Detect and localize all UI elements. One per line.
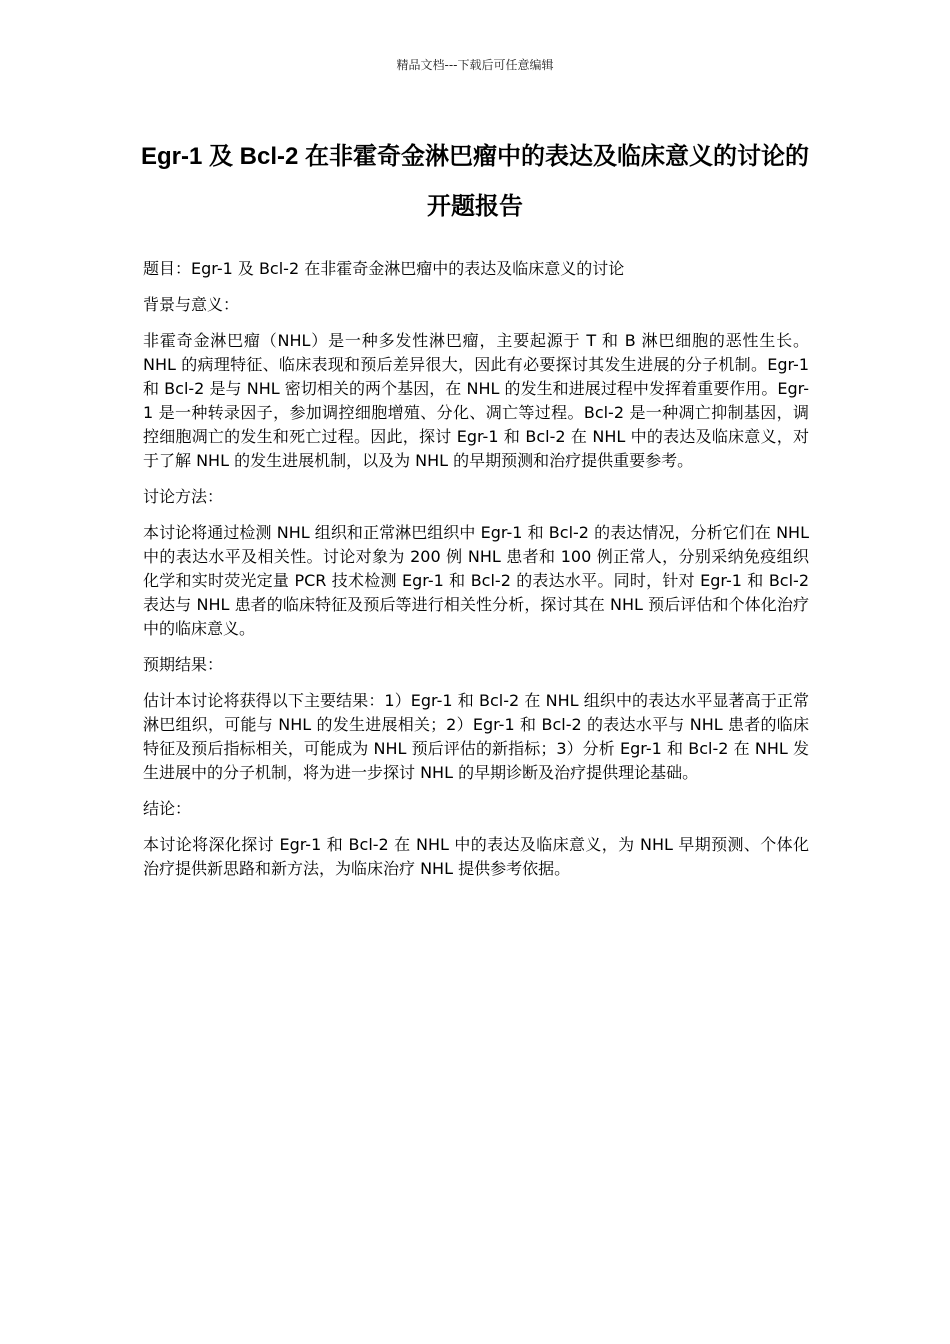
document-body	[143, 257, 809, 893]
section-heading-conclusion: 结论：	[143, 799, 192, 818]
section-heading-methods: 讨论方法：	[143, 487, 224, 506]
section-heading-background: 背景与意义：	[143, 295, 240, 314]
topic-line: 题目：Egr-1 及 Bcl-2 在非霍奇金淋巴瘤中的表达及临床意义的讨论	[143, 259, 625, 278]
section-body-methods: 本讨论将通过检测 NHL 组织和正常淋巴组织中 Egr-1 和 Bcl-2 的表达情况，分析它们在 NHL 中的表达水平及相关性。讨论对象为 200 例 NHL 患者和 100 例正常人，分别采纳免疫组织化学和实时荧光定量 PCR 技术检测 Egr-1 和 Bcl-2 的表达水平。同时，针对 Egr-1 和 Bcl-2 表达与 NHL 患者的临床特征及预后等进行相关性分析，探讨其在 NHL 预后评估和个体化治疗中的临床意义。	[143, 523, 809, 638]
document-title: Egr-1 及 Bcl-2 在非霍奇金淋巴瘤中的表达及临床意义的讨论的开题报告	[140, 143, 810, 220]
header-note: 精品文档---下载后可任意编辑	[396, 58, 554, 72]
section-heading-expected-results: 预期结果：	[143, 655, 224, 674]
section-body-expected-results: 估计本讨论将获得以下主要结果：1）Egr-1 和 Bcl-2 在 NHL 组织中的表达水平显著高于正常淋巴组织，可能与 NHL 的发生进展相关；2）Egr-1 和 Bcl-2 的表达水平与 NHL 患者的临床特征及预后指标相关，可能成为 NHL 预后评估的新指标；3）分析 Egr-1 和 Bcl-2 在 NHL 发生进展中的分子机制，将为进一步探讨 NHL 的早期诊断及治疗提供理论基础。	[143, 691, 809, 782]
section-body-background: 非霍奇金淋巴瘤（NHL）是一种多发性淋巴瘤，主要起源于 T 和 B 淋巴细胞的恶性生长。NHL 的病理特征、临床表现和预后差异很大，因此有必要探讨其发生进展的分子机制。Egr-1 和 Bcl-2 是与 NHL 密切相关的两个基因，在 NHL 的发生和进展过程中发挥着重要作用。Egr-1 是一种转录因子，参加调控细胞增殖、分化、凋亡等过程。Bcl-2 是一种凋亡抑制基因，调控细胞凋亡的发生和死亡过程。因此，探讨 Egr-1 和 Bcl-2 在 NHL 中的表达及临床意义，对于了解 NHL 的发生进展机制，以及为 NHL 的早期预测和治疗提供重要参考。	[143, 331, 809, 470]
section-body-conclusion: 本讨论将深化探讨 Egr-1 和 Bcl-2 在 NHL 中的表达及临床意义，为 NHL 早期预测、个体化治疗提供新思路和新方法，为临床治疗 NHL 提供参考依据。	[143, 835, 809, 878]
